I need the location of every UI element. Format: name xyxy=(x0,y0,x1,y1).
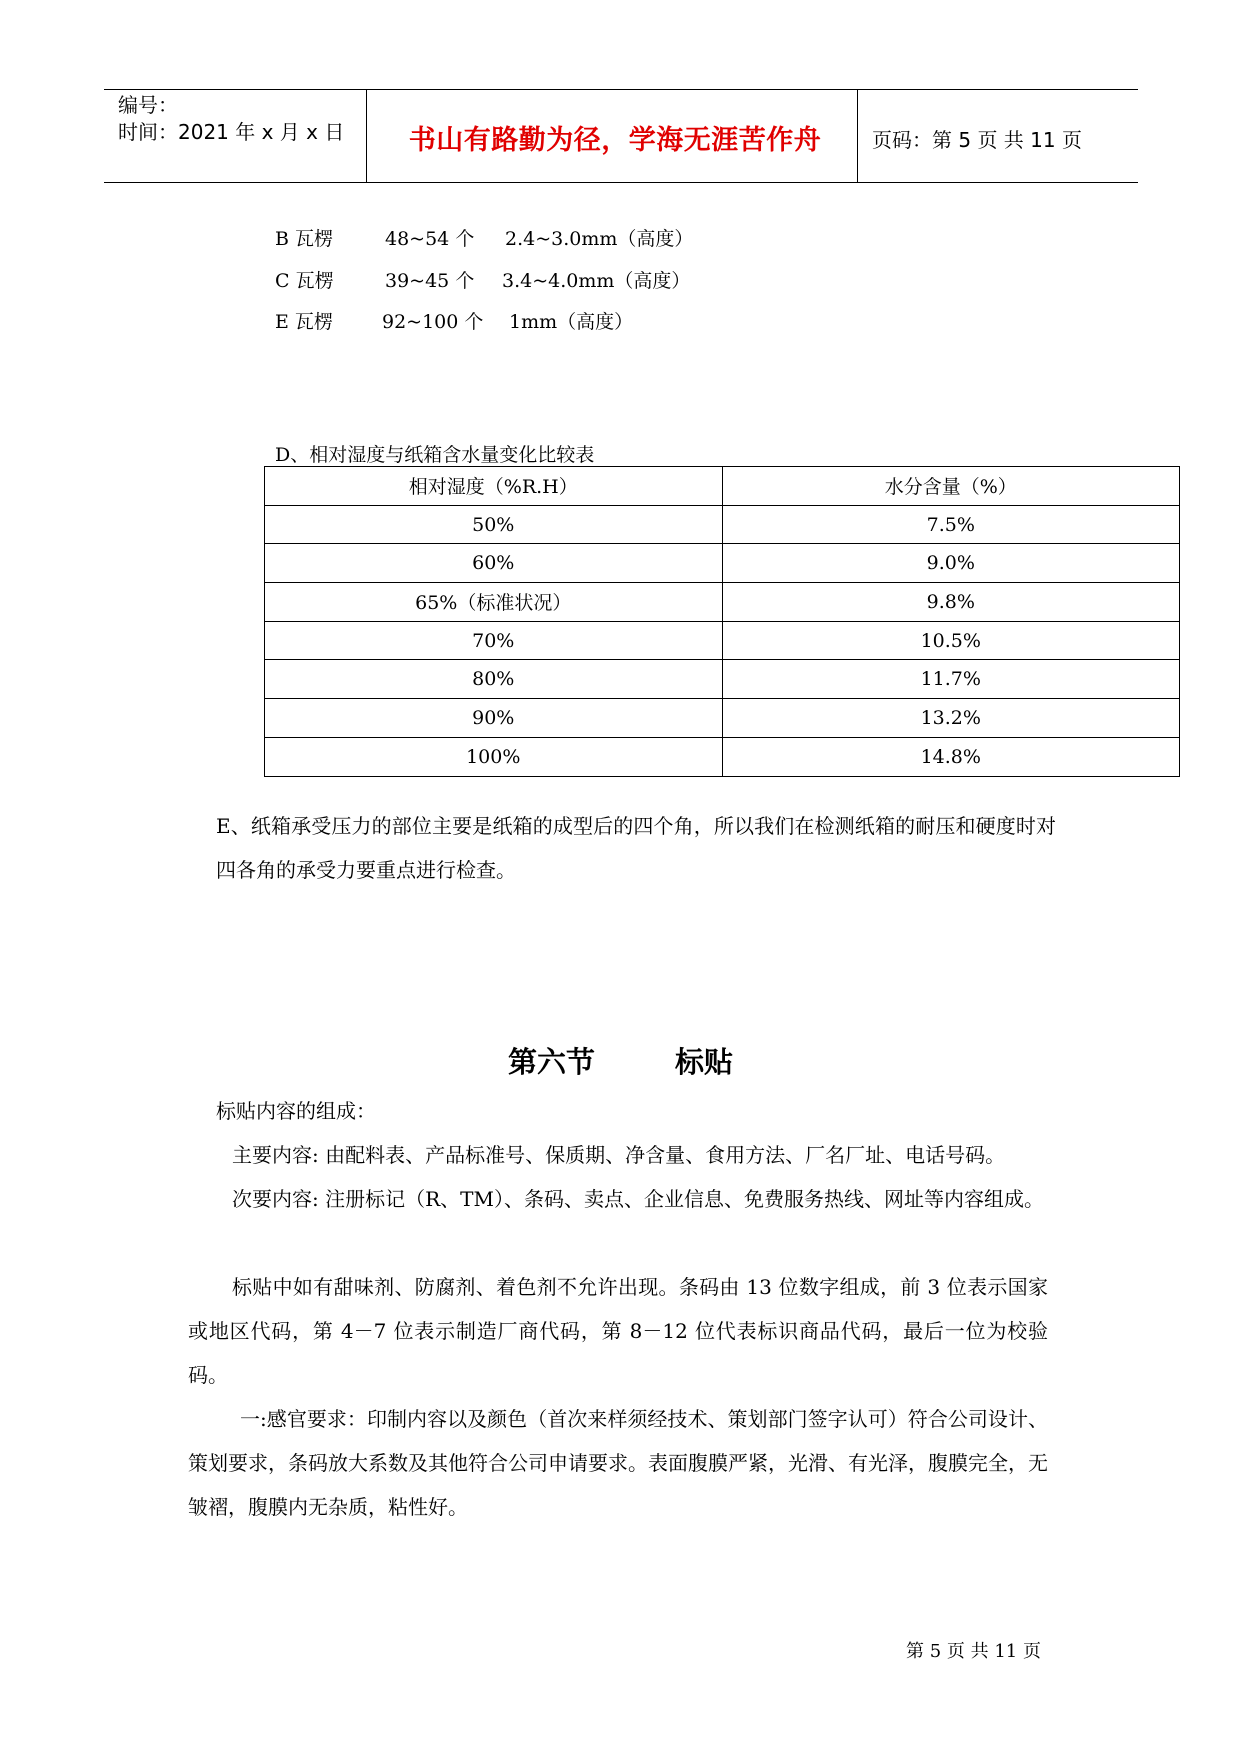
page-footer: 第 5 页 共 11 页 xyxy=(906,1641,1041,1662)
paragraph-e: E、纸箱承受压力的部位主要是纸箱的成型后的四个角，所以我们在检测纸箱的耐压和硬度时对四各角的承受力要重点进行检查。 xyxy=(216,814,1056,882)
table-caption: D、相对湿度与纸箱含水量变化比较表 xyxy=(275,444,595,466)
table-row: 65%（标准状况） 9.8% xyxy=(265,583,1180,622)
table-header-row xyxy=(265,467,1180,506)
header-page-label: 页码：第 5 页 共 11 页 xyxy=(872,128,1082,152)
table-row: 90% 13.2% xyxy=(265,699,1180,738)
section-heading xyxy=(0,1040,1241,1081)
spec-row-b: B 瓦楞 48~54 个 2.4~3.0mm（高度） xyxy=(275,228,694,250)
main-content: 主要内容: 由配料表、产品标准号、保质期、净含量、食用方法、厂名厂址、电话号码。 xyxy=(232,1143,1006,1167)
header-motto: 书山有路勤为径，学海无涯苦作舟 xyxy=(408,125,822,156)
spec-row-e: E 瓦楞 92~100 个 1mm（高度） xyxy=(275,311,634,333)
table-row: 70% 10.5% xyxy=(265,621,1180,660)
table-row: 50% 7.5% xyxy=(265,505,1180,544)
table-row: 100% 14.8% xyxy=(265,737,1180,776)
header-top-rule xyxy=(104,89,1138,90)
sensory-paragraph: 一:感官要求：印制内容以及颜色（首次来样须经技术、策划部门签字认可）符合公司设计、策划要求，条码放大系数及其他符合公司申请要求。表面腹膜严紧，光滑、有光泽，腹膜完全，无皱褶，腹膜内无杂质，粘性好。 xyxy=(188,1407,1048,1519)
table-row: 80% 11.7% xyxy=(265,660,1180,699)
header-number: 编号： xyxy=(118,93,178,117)
header-divider-left xyxy=(366,90,367,183)
header-info xyxy=(118,92,344,146)
section-number: 第六节 xyxy=(507,1045,595,1079)
barcode-paragraph: 标贴中如有甜味剂、防腐剂、着色剂不允许出现。条码由 13 位数字组成，前 3 位表示国家或地区代码，第 4－7 位表示制造厂商代码，第 8－12 位代表标识商品代码，最后一位为校验码。 xyxy=(188,1275,1048,1387)
section-title: 标贴 xyxy=(675,1045,734,1079)
table-header-humidity: 相对湿度（%R.H） xyxy=(265,467,723,506)
table-row: 60% 9.0% xyxy=(265,544,1180,583)
humidity-table xyxy=(264,466,1180,777)
spec-row-c: C 瓦楞 39~45 个 3.4~4.0mm（高度） xyxy=(275,270,691,292)
secondary-content: 次要内容: 注册标记（R、TM）、条码、卖点、企业信息、免费服务热线、网址等内容组成。 xyxy=(232,1187,1044,1211)
header-bottom-rule xyxy=(104,182,1138,183)
header-date: 时间：2021 年 x 月 x 日 xyxy=(118,120,345,144)
table-header-moisture: 水分含量（%） xyxy=(722,467,1180,506)
label-intro: 标贴内容的组成： xyxy=(216,1099,376,1123)
